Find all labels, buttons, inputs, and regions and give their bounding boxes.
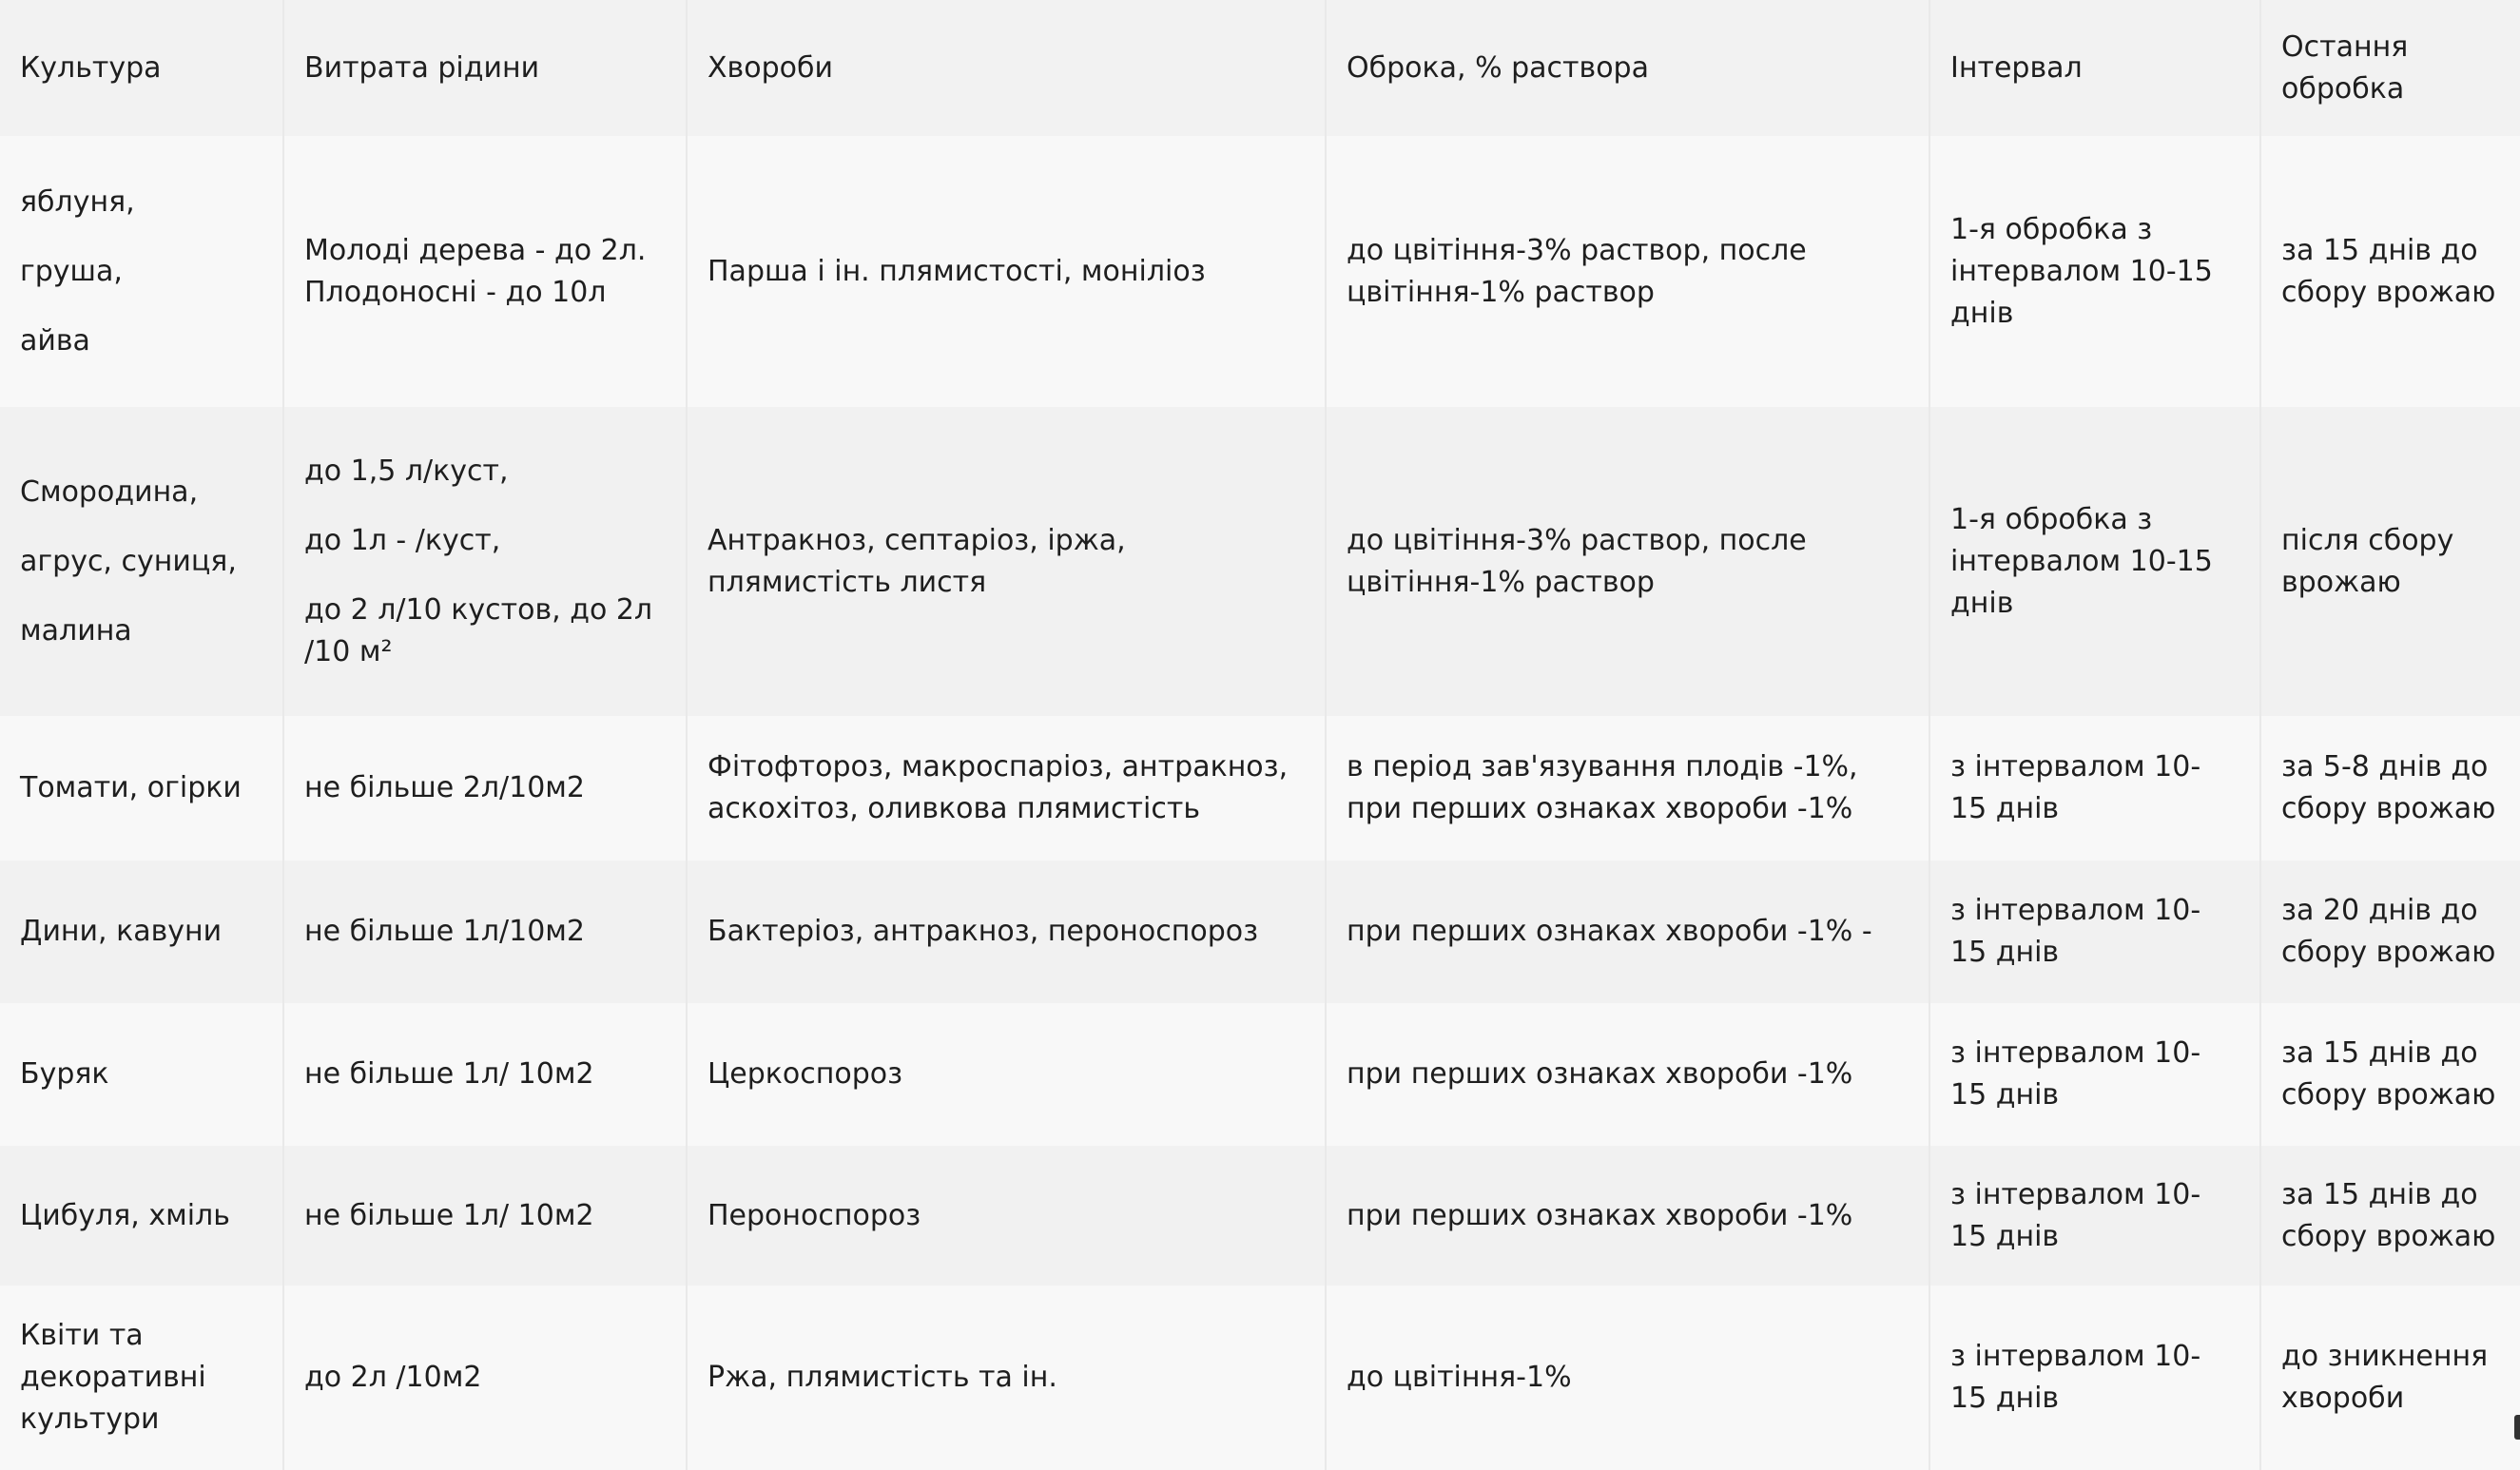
cell-treatment: при перших ознаках хвороби -1% <box>1326 1146 1929 1286</box>
cell-liquid: до 2л /10м2 <box>283 1286 687 1470</box>
scrollbar-thumb[interactable] <box>2514 1415 2520 1440</box>
cell-disease: Фітофтороз, макроспаріоз, антракноз, аскохітоз, оливкова плямистість <box>687 716 1326 861</box>
cell-interval: з інтервалом 10-15 днів <box>1929 861 2260 1003</box>
cell-crop: Томати, огірки <box>0 716 283 861</box>
cell-last: за 15 днів до сбору врожаю <box>2260 136 2520 407</box>
cell-liquid <box>283 407 687 716</box>
table-row <box>0 136 2520 407</box>
cell-interval: з інтервалом 10-15 днів <box>1929 716 2260 861</box>
cell-liquid: не більше 1л/ 10м2 <box>283 1146 687 1286</box>
table-row <box>0 716 2520 861</box>
cell-treatment: в період зав'язування плодів -1%, при перших ознаках хвороби -1% <box>1326 716 1929 861</box>
cell-disease: Бактеріоз, антракноз, пероноспороз <box>687 861 1326 1003</box>
cell-liquid: не більше 1л/ 10м2 <box>283 1003 687 1146</box>
cell-treatment: до цвітіння-1% <box>1326 1286 1929 1470</box>
cell-disease: Ржа, плямистість та ін. <box>687 1286 1326 1470</box>
cell-last: за 5-8 днів до сбору врожаю <box>2260 716 2520 861</box>
liquid-line: до 1,5 л/куст, <box>304 454 509 488</box>
cell-liquid: не більше 1л/10м2 <box>283 861 687 1003</box>
table-row <box>0 1003 2520 1146</box>
header-disease: Хвороби <box>687 0 1326 136</box>
crop-line: яблуня, <box>20 184 135 219</box>
header-row <box>0 0 2520 136</box>
table-row <box>0 861 2520 1003</box>
cell-disease: Церкоспороз <box>687 1003 1326 1146</box>
cell-interval: з інтервалом 10-15 днів <box>1929 1003 2260 1146</box>
cell-treatment: до цвітіння-3% раствор, после цвітіння-1% раствор <box>1326 136 1929 407</box>
crop-line: Смородина, <box>20 474 199 509</box>
header-interval: Інтервал <box>1929 0 2260 136</box>
cell-disease: Парша і ін. плямистості, моніліоз <box>687 136 1326 407</box>
cell-disease: Пероноспороз <box>687 1146 1326 1286</box>
table-row <box>0 407 2520 716</box>
cell-interval: з інтервалом 10-15 днів <box>1929 1146 2260 1286</box>
cell-crop: Дини, кавуни <box>0 861 283 1003</box>
cell-last: за 15 днів до сбору врожаю <box>2260 1146 2520 1286</box>
cell-interval: 1-я обробка з інтервалом 10-15 днів <box>1929 136 2260 407</box>
crop-line: груша, <box>20 254 123 288</box>
cell-disease: Антракноз, септаріоз, іржа, плямистість листя <box>687 407 1326 716</box>
header-crop: Культура <box>0 0 283 136</box>
cell-crop: Цибуля, хміль <box>0 1146 283 1286</box>
crop-line: айва <box>20 323 90 358</box>
cell-crop <box>0 407 283 716</box>
cell-liquid <box>283 136 687 407</box>
table-header <box>0 0 2520 136</box>
cell-crop <box>0 136 283 407</box>
cell-last: за 20 днів до сбору врожаю <box>2260 861 2520 1003</box>
table-row <box>0 1286 2520 1470</box>
liquid-line: до 1л - /куст, <box>304 523 501 557</box>
table-body <box>0 136 2520 1470</box>
cell-last: після сбору врожаю <box>2260 407 2520 716</box>
liquid-line: Молоді дерева - до 2л. <box>304 233 647 267</box>
cell-last: за 15 днів до сбору врожаю <box>2260 1003 2520 1146</box>
cell-last: до зникнення хвороби <box>2260 1286 2520 1470</box>
cell-treatment: до цвітіння-3% раствор, после цвітіння-1% раствор <box>1326 407 1929 716</box>
cell-liquid: не більше 2л/10м2 <box>283 716 687 861</box>
header-treatment: Оброка, % раствора <box>1326 0 1929 136</box>
cell-interval: з інтервалом 10-15 днів <box>1929 1286 2260 1470</box>
header-liquid: Витрата рідини <box>283 0 687 136</box>
liquid-line: до 2 л/10 кустов, до 2л /10 м² <box>304 592 653 668</box>
cell-treatment: при перших ознаках хвороби -1% <box>1326 1003 1929 1146</box>
table-row <box>0 1146 2520 1286</box>
cell-crop: Квіти та декоративні культури <box>0 1286 283 1470</box>
cell-interval: 1-я обробка з інтервалом 10-15 днів <box>1929 407 2260 716</box>
cell-treatment: при перших ознаках хвороби -1% - <box>1326 861 1929 1003</box>
crop-line: малина <box>20 613 132 648</box>
liquid-line: Плодоносні - до 10л <box>304 275 607 309</box>
cell-crop: Буряк <box>0 1003 283 1146</box>
header-last: Остання обробка <box>2260 0 2520 136</box>
crop-line: агрус, суниця, <box>20 544 237 578</box>
